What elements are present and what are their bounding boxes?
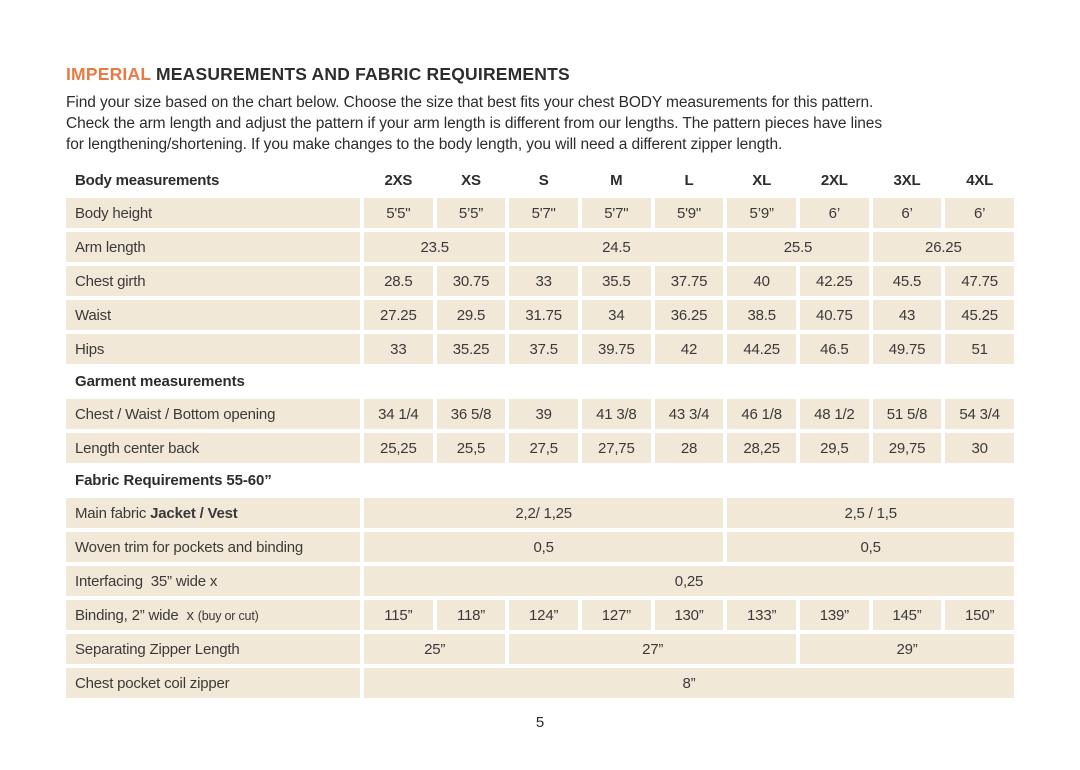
page-number: 5 [535,714,545,731]
value-text: 41 3/8 [596,405,637,423]
value-text: 35.5 [602,272,631,290]
section-title-text: Garment measurements [75,373,245,390]
value-text: 0,25 [674,572,704,590]
value-cell [873,198,942,228]
value-cell [945,334,1014,364]
value-text: 54 3/4 [959,405,1000,423]
value-text: 127” [601,606,631,624]
value-text: 29,5 [820,439,849,457]
value-text: 36 5/8 [450,405,492,423]
value-cell [655,266,724,296]
size-column-header-s [509,166,578,194]
value-cell [364,566,1014,596]
value-text: 24.5 [602,238,631,256]
value-cell [364,198,433,228]
section-title-text: Fabric Requirements 55-60” [75,472,272,489]
value-text: 5’9” [749,204,774,222]
value-text: 30 [971,439,988,457]
value-cell [945,433,1014,463]
table-row [66,600,1014,630]
page-title [66,64,1014,85]
row-label-segment: Arm length [75,238,146,256]
value-text: 29.5 [456,306,486,324]
value-text: 47.75 [961,272,998,290]
row-label-cell [66,668,360,698]
value-cell [437,399,506,429]
value-text: 49.75 [888,340,926,358]
size-column-header-m [582,166,651,194]
value-cell [582,334,651,364]
size-label: 2XS [384,171,413,189]
value-text: 30.75 [452,272,490,290]
value-text: 31.75 [525,306,562,324]
size-column-header-2xl [800,166,869,194]
table-row [66,266,1014,296]
value-cell [873,300,942,330]
size-label: M [610,171,623,189]
value-cell [509,266,578,296]
row-label-cell [66,198,360,228]
value-cell [800,433,869,463]
value-cell [873,266,942,296]
value-cell [727,532,1014,562]
table-header-row [66,166,1014,194]
table-row [66,198,1014,228]
value-cell [655,433,724,463]
value-text: 38.5 [747,306,776,324]
value-text: 25,25 [380,439,417,457]
value-cell [582,600,651,630]
value-cell [727,334,796,364]
row-label-cell [66,300,360,330]
value-text: 42 [680,340,698,358]
value-cell [582,266,651,296]
row-label-cell [66,566,360,596]
value-cell [727,266,796,296]
value-text: 6’ [974,204,986,222]
value-text: 8” [682,674,696,692]
value-cell [437,433,506,463]
value-cell [727,300,796,330]
row-label-cell [66,232,360,262]
value-cell [655,600,724,630]
value-text: 0,5 [533,538,554,556]
row-label-cell [66,266,360,296]
value-text: 39 [535,405,552,423]
value-cell [582,198,651,228]
value-text: 25,5 [456,439,486,457]
size-label: 3XL [893,171,921,189]
size-label: S [538,171,549,189]
row-label-segment: Chest pocket coil zipper [75,674,230,692]
row-label-segment: (buy or cut) [197,609,259,623]
table-row [66,566,1014,596]
table-row [66,532,1014,562]
value-text: 27,5 [529,439,558,457]
value-cell [364,498,723,528]
value-cell [945,198,1014,228]
table-row [66,433,1014,463]
table-row [66,399,1014,429]
value-cell [437,300,506,330]
value-text: 28,25 [743,439,780,457]
value-text: 130” [674,606,704,624]
row-label-segment: Binding, 2” wide x [75,606,198,624]
size-label: 4XL [966,171,994,189]
size-column-header-xl [727,166,796,194]
value-cell [582,399,651,429]
row-label-cell [66,532,360,562]
table-row [66,498,1014,528]
value-text: 2,5 / 1,5 [844,504,897,522]
value-text: 27.25 [380,306,417,324]
value-cell [509,600,578,630]
value-cell [509,198,578,228]
value-cell [873,232,1014,262]
value-cell [509,300,578,330]
value-cell [364,334,433,364]
value-cell [800,300,869,330]
table-row [66,668,1014,698]
value-cell [655,198,724,228]
value-cell [655,399,724,429]
table-row [66,334,1014,364]
value-cell [364,433,433,463]
value-cell [509,634,796,664]
value-text: 42.25 [816,272,853,290]
value-cell [582,300,651,330]
size-column-header-xs [437,166,506,194]
row-label-segment: Chest girth [75,272,146,290]
section-title [66,467,1014,494]
value-text: 37.5 [529,340,558,358]
size-label: L [684,171,694,189]
value-text: 45.25 [961,306,998,324]
value-cell [364,266,433,296]
value-text: 26.25 [925,238,962,256]
value-text: 25.5 [783,238,813,256]
value-text: 33 [535,272,552,290]
value-cell [727,433,796,463]
section-title [66,368,1014,395]
size-label: 2XL [820,171,848,189]
row-label-segment: Interfacing 35” wide x [75,572,218,590]
size-column-header-4xl [945,166,1014,194]
value-cell [437,334,506,364]
value-cell [727,198,796,228]
value-cell [364,399,433,429]
value-cell [945,266,1014,296]
value-text: 40 [753,272,770,290]
value-text: 150” [965,606,995,624]
measurements-table [66,166,1014,698]
value-cell [727,399,796,429]
value-cell [727,600,796,630]
intro-line-3: for lengthening/shortening. If you make changes to the body length, you will need a different zipper length. [66,136,783,153]
value-cell [800,334,869,364]
value-text: 39.75 [598,340,635,358]
value-text: 27,75 [598,439,635,457]
value-text: 2,2/ 1,25 [515,504,572,522]
size-column-header-3xl [873,166,942,194]
value-cell [364,668,1014,698]
value-cell [364,600,433,630]
intro-line-2: Check the arm length and adjust the pattern if your arm length is different from our lengths. The pattern pieces have lines [66,115,882,132]
value-text: 27” [642,640,664,658]
value-cell [437,266,506,296]
value-cell [800,399,869,429]
row-label-segment: Woven trim for pockets and binding [75,538,304,556]
value-cell [873,600,942,630]
size-label: XL [752,171,772,189]
row-label-cell [66,634,360,664]
value-text: 46 1/8 [741,405,782,423]
value-text: 36.25 [670,306,708,324]
value-text: 43 [898,306,916,324]
value-text: 28 [680,439,698,457]
row-label-cell [66,433,360,463]
value-text: 0,5 [860,538,881,556]
value-text: 6’ [828,204,840,222]
value-cell [945,300,1014,330]
value-cell [509,334,578,364]
value-text: 35.25 [452,340,490,358]
value-text: 33 [390,340,407,358]
value-text: 5'5" [386,204,411,222]
value-cell [364,300,433,330]
value-text: 5’5” [458,204,484,222]
value-cell [873,399,942,429]
value-text: 118” [456,606,486,624]
value-cell [364,232,505,262]
value-text: 34 1/4 [378,405,419,423]
value-text: 133” [747,606,777,624]
value-text: 115” [384,606,413,624]
title-accent: IMPERIAL [66,64,151,84]
value-text: 48 1/2 [814,405,855,423]
value-text: 44.25 [743,340,780,358]
value-cell [800,600,869,630]
row-label-segment: Hips [75,340,105,358]
row-label-segment: Jacket / Vest [150,504,238,522]
value-text: 37.75 [670,272,708,290]
row-label-segment: Chest / Waist / Bottom opening [75,405,276,423]
row-label-segment: Waist [75,306,111,324]
value-cell [655,300,724,330]
row-label-segment: Main fabric [75,504,151,522]
value-cell [800,266,869,296]
row-label-segment: Separating Zipper Length [75,640,240,658]
value-text: 29,75 [888,439,926,457]
value-text: 25” [424,640,446,658]
value-text: 29” [896,640,918,658]
value-text: 51 5/8 [886,405,928,423]
intro-paragraph [66,92,1014,155]
value-cell [655,334,724,364]
value-text: 5'7" [531,204,556,222]
value-text: 124” [529,606,559,624]
row-label-segment: Body height [75,204,153,222]
value-text: 28.5 [384,272,413,290]
value-cell [437,600,506,630]
value-cell [364,532,723,562]
title-rest: MEASUREMENTS AND FABRIC REQUIREMENTS [150,64,570,84]
value-cell [582,433,651,463]
intro-line-1: Find your size based on the chart below. Choose the size that best fits your chest BODY measurements for this pattern. [66,94,874,111]
value-text: 5'9" [676,204,702,222]
value-text: 23.5 [420,238,449,256]
value-cell [800,634,1014,664]
value-text: 43 3/4 [668,405,710,423]
row-label-cell [66,498,360,528]
value-cell [873,334,942,364]
value-text: 46.5 [820,340,849,358]
row-label-cell [66,600,360,630]
value-cell [727,498,1014,528]
row-label-cell [66,334,360,364]
value-text: 45.5 [892,272,922,290]
value-text: 34 [608,306,625,324]
value-cell [509,232,723,262]
value-cell [364,634,505,664]
value-cell [945,600,1014,630]
row-label-cell [66,399,360,429]
value-text: 145” [892,606,922,624]
size-column-header-l [655,166,724,194]
value-cell [509,399,578,429]
value-cell [437,198,506,228]
value-cell [945,399,1014,429]
value-cell [873,433,942,463]
value-text: 6’ [901,204,913,222]
size-column-header-2xs [364,166,433,194]
table-row [66,300,1014,330]
table-row [66,634,1014,664]
value-text: 51 [971,340,988,358]
row-label-segment: Length center back [75,439,199,457]
value-text: 5'7" [604,204,629,222]
value-cell [800,198,869,228]
table-row [66,232,1014,262]
size-label: XS [461,171,481,189]
value-text: 40.75 [816,306,853,324]
column-header-body-measurements [66,166,360,194]
value-cell [727,232,868,262]
value-cell [509,433,578,463]
column-header-label: Body measurements [75,171,220,189]
value-text: 139” [819,606,849,624]
